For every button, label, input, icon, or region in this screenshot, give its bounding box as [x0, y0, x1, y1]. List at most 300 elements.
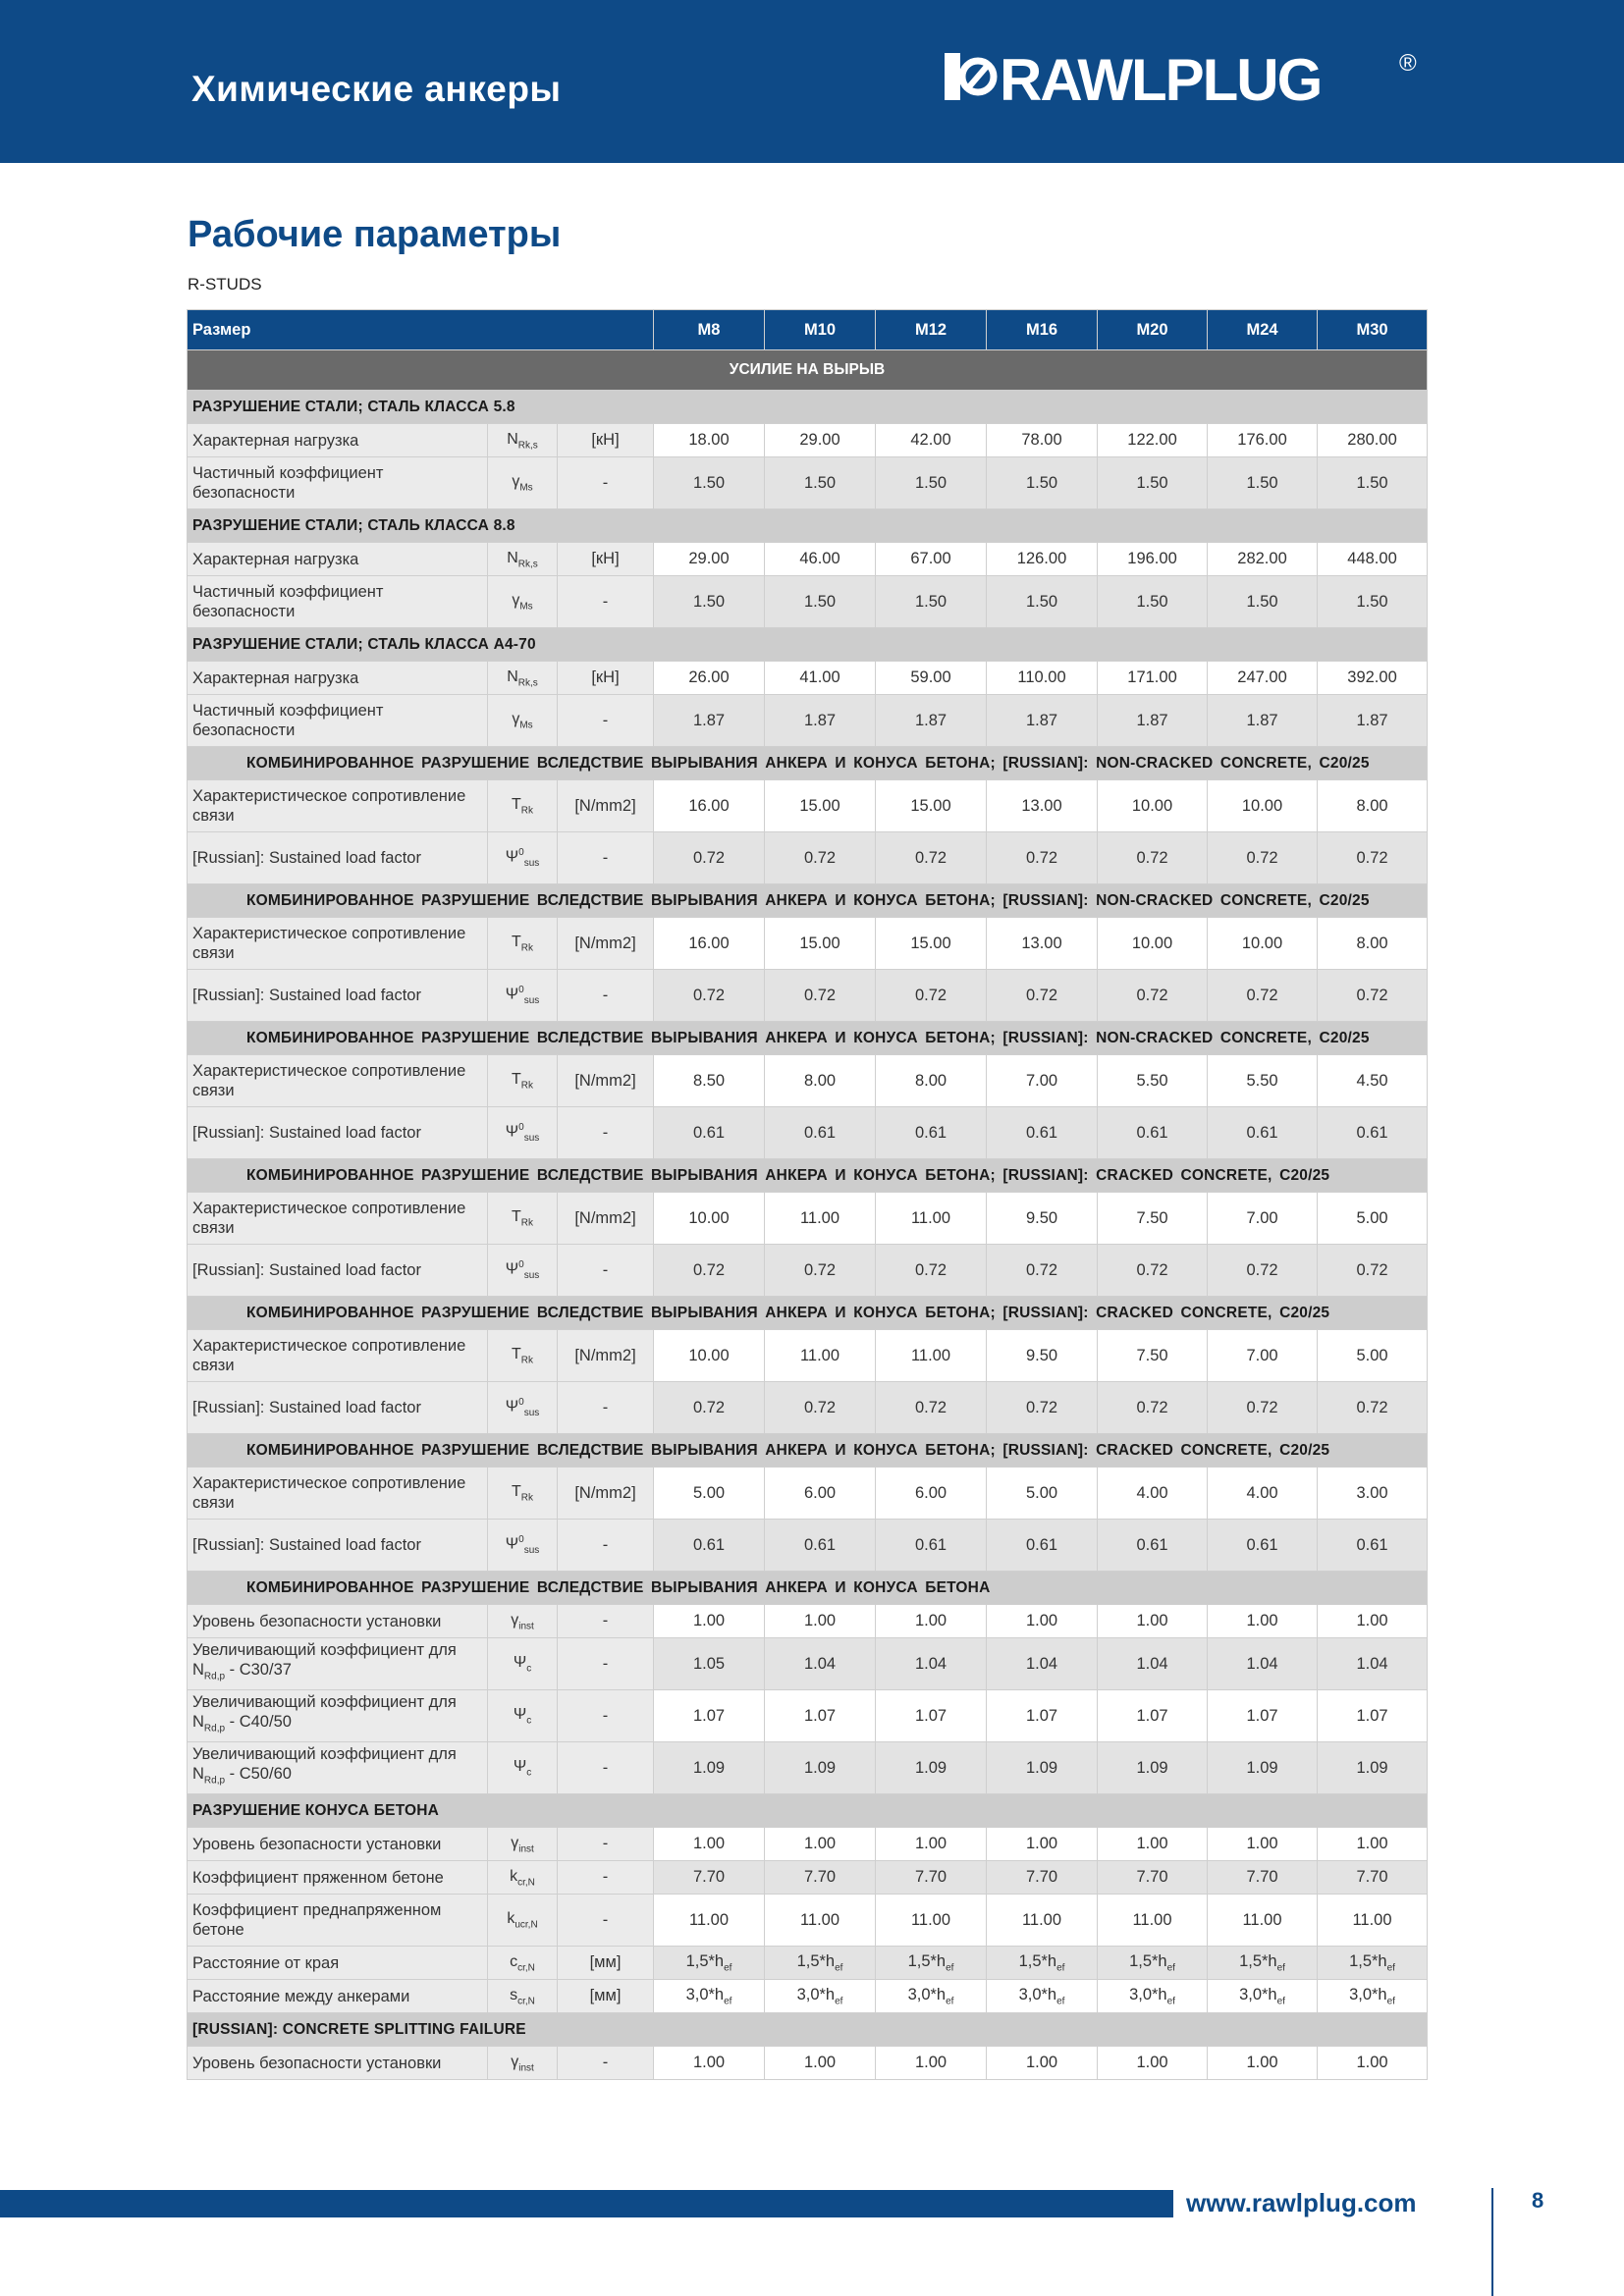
symbol-main: N: [507, 667, 518, 685]
section-row: [188, 1159, 1428, 1193]
value-text: 1.09: [1246, 1758, 1278, 1777]
parameter-symbol: [488, 662, 558, 695]
value-text: 0.72: [1246, 1260, 1278, 1279]
value-text: 15.00: [799, 934, 840, 952]
value-cell: [765, 780, 876, 832]
parameter-name-text: [Russian]: Sustained load factor: [192, 987, 421, 1004]
value-text: 1.00: [1246, 1835, 1278, 1852]
parameter-unit: [мм]: [558, 1947, 654, 1980]
value-cell: [654, 424, 765, 457]
parameter-name: [188, 1638, 488, 1690]
symbol-subscript: Rk,s: [517, 677, 538, 689]
value-text: 126.00: [1016, 550, 1067, 567]
value-text: 3,0*h: [685, 1985, 725, 2003]
section-label: РАЗРУШЕНИЕ СТАЛИ; СТАЛЬ КЛАССА 8.8: [188, 509, 1428, 543]
value-cell: [876, 1055, 987, 1107]
value-cell: [1208, 1468, 1318, 1520]
parameter-name: [188, 1520, 488, 1572]
value-text: 0.72: [803, 1398, 837, 1416]
parameter-name: [188, 1861, 488, 1895]
parameter-symbol: [488, 1742, 558, 1794]
table-row: [188, 1895, 1428, 1947]
value-text: 1.00: [1356, 1835, 1388, 1852]
value-text: 0.61: [1136, 1123, 1168, 1142]
value-text: 1,5*h: [907, 1951, 947, 1970]
table-row: [188, 695, 1428, 747]
value-text: 1.00: [692, 1835, 726, 1852]
value-text: 1.50: [1136, 473, 1168, 492]
value-cell: [1208, 695, 1318, 747]
symbol-main: k: [507, 1910, 515, 1928]
value-text: 0.72: [914, 848, 947, 867]
parameter-name: [188, 1468, 488, 1520]
value-cell: [1208, 1330, 1318, 1382]
value-text: 16.00: [688, 934, 730, 952]
symbol-main: Ψ: [505, 1398, 519, 1415]
value-text: 1.00: [914, 1835, 947, 1852]
value-cell: [1208, 1861, 1318, 1895]
value-text: 15.00: [799, 796, 840, 815]
symbol-superscript: 0: [518, 985, 524, 996]
table-row: [188, 1468, 1428, 1520]
parameter-name-tail: - C40/50: [225, 1713, 292, 1732]
parameter-unit: -: [558, 1107, 654, 1159]
parameter-unit: -: [558, 1382, 654, 1434]
parameter-unit: -: [558, 1895, 654, 1947]
value-subscript: ef: [946, 1962, 954, 1974]
value-subscript: ef: [1166, 1996, 1175, 2007]
parameter-name-text: Частичный коэффициент безопасности: [192, 583, 384, 620]
value-text: 0.72: [1246, 986, 1278, 1004]
section-row: [188, 391, 1428, 424]
value-text: 1.09: [1356, 1758, 1388, 1777]
value-subscript: ef: [946, 1996, 954, 2007]
value-text: 0.72: [914, 1260, 947, 1279]
parameter-unit: -: [558, 1638, 654, 1690]
value-text: 9.50: [1025, 1346, 1058, 1364]
value-subscript: ef: [1276, 1962, 1285, 1974]
value-cell: [876, 1330, 987, 1382]
value-text: 11.00: [910, 1208, 951, 1227]
value-cell: [1208, 1107, 1318, 1159]
value-text: 1.00: [1025, 1612, 1058, 1629]
symbol-main: T: [511, 796, 521, 814]
value-cell: [1098, 543, 1208, 576]
value-cell: [765, 662, 876, 695]
symbol-main: T: [511, 1071, 521, 1089]
footer-band: [0, 2190, 1173, 2217]
value-text: 11.00: [1352, 1910, 1392, 1929]
value-cell: [1208, 1382, 1318, 1434]
value-cell: [1318, 457, 1428, 509]
symbol-subscript: sus: [523, 1407, 540, 1418]
value-text: 11.00: [799, 1346, 840, 1364]
value-text: 1.00: [803, 2054, 837, 2071]
value-cell: [654, 2047, 765, 2080]
table-row: [188, 2047, 1428, 2080]
symbol-main: γ: [512, 711, 520, 728]
parameter-unit: -: [558, 2047, 654, 2080]
value-subscript: ef: [724, 1996, 732, 2007]
value-cell: [765, 1193, 876, 1245]
section-row: [188, 1297, 1428, 1330]
symbol-main: Ψ: [505, 848, 519, 866]
size-header: M30: [1318, 310, 1428, 350]
value-cell: [987, 576, 1098, 628]
section-label: КОМБИНИРОВАННОЕ РАЗРУШЕНИЕ ВСЛЕДСТВИЕ ВЫРЫВАНИЯ АНКЕРА И КОНУСА БЕТОНА; [RUSSIAN]: CRACKED CONCRETE, C20/25: [188, 1297, 1428, 1330]
parameter-unit: -: [558, 1742, 654, 1794]
value-cell: [876, 832, 987, 884]
value-subscript: ef: [1056, 1962, 1065, 1974]
value-cell: [987, 1330, 1098, 1382]
value-text: 1.09: [914, 1758, 947, 1777]
value-subscript: ef: [724, 1962, 732, 1974]
value-cell: [987, 1520, 1098, 1572]
value-text: 1.07: [914, 1706, 947, 1725]
parameter-symbol: [488, 832, 558, 884]
parameter-name-text: Характерная нагрузка: [192, 668, 359, 687]
value-text: 1.04: [803, 1654, 837, 1673]
value-text: 0.72: [692, 1398, 726, 1416]
value-cell: [765, 1895, 876, 1947]
value-subscript: ef: [1056, 1996, 1065, 2007]
value-cell: [1318, 1861, 1428, 1895]
value-text: 1.50: [1356, 592, 1388, 611]
table-row: [188, 1947, 1428, 1980]
value-cell: [765, 457, 876, 509]
value-cell: [1318, 1245, 1428, 1297]
value-text: 7.70: [1356, 1868, 1388, 1886]
parameter-name: [188, 457, 488, 509]
parameter-name-text: Уровень безопасности установки: [192, 2054, 442, 2072]
value-cell: [654, 1638, 765, 1690]
value-cell: [987, 1107, 1098, 1159]
value-text: 7.50: [1136, 1208, 1168, 1227]
parameter-name-text: Уровень безопасности установки: [192, 1612, 442, 1630]
value-cell: [765, 1828, 876, 1861]
table-row: [188, 1330, 1428, 1382]
value-cell: [765, 1861, 876, 1895]
value-cell: [987, 1605, 1098, 1638]
value-subscript: ef: [835, 1996, 843, 2007]
value-cell: [1318, 918, 1428, 970]
value-cell: [1098, 1055, 1208, 1107]
parameter-unit: [кН]: [558, 662, 654, 695]
parameter-name-text: [Russian]: Sustained load factor: [192, 1399, 421, 1416]
value-text: 1.00: [1246, 2054, 1278, 2071]
value-text: 1.07: [1356, 1706, 1388, 1725]
value-cell: [1098, 780, 1208, 832]
section-title: Рабочие параметры: [188, 214, 562, 255]
value-text: 0.61: [803, 1123, 837, 1142]
parameter-name-text: Уровень безопасности установки: [192, 1835, 442, 1853]
parameter-unit: -: [558, 1245, 654, 1297]
size-header-label: Размер: [188, 310, 654, 350]
parameter-name: [188, 1330, 488, 1382]
value-cell: [1318, 1690, 1428, 1742]
value-cell: [1318, 543, 1428, 576]
value-cell: [765, 1382, 876, 1434]
value-cell: [987, 1828, 1098, 1861]
parameter-name: [188, 662, 488, 695]
parameter-symbol: [488, 1980, 558, 2013]
value-cell: [765, 543, 876, 576]
value-cell: [876, 457, 987, 509]
table-row: [188, 970, 1428, 1022]
value-text: 7.70: [914, 1868, 947, 1886]
value-cell: [1208, 1947, 1318, 1980]
value-text: 0.72: [803, 848, 837, 867]
value-cell: [1318, 1330, 1428, 1382]
value-cell: [876, 1520, 987, 1572]
value-cell: [765, 1468, 876, 1520]
value-text: 1.00: [1136, 1612, 1168, 1629]
website-link[interactable]: www.rawlplug.com: [1186, 2188, 1417, 2217]
parameter-unit: -: [558, 832, 654, 884]
parameter-name-text: Характеристическое сопротивление связи: [192, 925, 466, 962]
value-cell: [654, 1605, 765, 1638]
value-cell: [765, 2047, 876, 2080]
value-cell: [1208, 1828, 1318, 1861]
value-text: 1.00: [1246, 1612, 1278, 1629]
symbol-subscript: Rk: [520, 1080, 533, 1092]
value-text: 0.61: [914, 1123, 947, 1142]
value-cell: [1318, 780, 1428, 832]
value-text: 196.00: [1127, 550, 1177, 567]
value-text: 10.00: [688, 1208, 730, 1227]
parameter-name-text: Характерная нагрузка: [192, 431, 359, 450]
symbol-subscript: inst: [518, 1843, 534, 1855]
value-text: 7.70: [692, 1868, 726, 1886]
symbol-subscript: Rk: [520, 1355, 533, 1366]
value-cell: [1208, 1895, 1318, 1947]
table-row: [188, 1980, 1428, 2013]
value-cell: [1098, 1382, 1208, 1434]
parameter-unit: -: [558, 695, 654, 747]
section-row: [188, 884, 1428, 918]
value-text: 0.72: [914, 986, 947, 1004]
symbol-superscript: 0: [518, 1122, 524, 1134]
value-cell: [654, 695, 765, 747]
value-text: 11.00: [688, 1910, 730, 1929]
value-text: 3,0*h: [1018, 1985, 1057, 2003]
symbol-main: γ: [512, 592, 520, 610]
value-cell: [987, 918, 1098, 970]
value-cell: [1318, 662, 1428, 695]
value-cell: [1098, 695, 1208, 747]
symbol-main: c: [510, 1952, 518, 1970]
value-text: 7.70: [1246, 1868, 1278, 1886]
parameter-symbol: [488, 1947, 558, 1980]
parameter-symbol: [488, 1895, 558, 1947]
parameter-symbol: [488, 1468, 558, 1520]
value-subscript: ef: [1386, 1962, 1395, 1974]
symbol-subscript: sus: [523, 1544, 540, 1556]
value-cell: [1098, 1861, 1208, 1895]
value-text: 1.07: [1136, 1706, 1168, 1725]
value-cell: [654, 1742, 765, 1794]
value-text: 1.00: [803, 1612, 837, 1629]
value-cell: [987, 1382, 1098, 1434]
value-cell: [765, 424, 876, 457]
value-cell: [1098, 1107, 1208, 1159]
parameter-name: [188, 970, 488, 1022]
size-header: M16: [987, 310, 1098, 350]
value-cell: [876, 1605, 987, 1638]
value-cell: [1208, 832, 1318, 884]
value-text: 0.61: [692, 1535, 726, 1554]
value-text: 7.00: [1246, 1208, 1278, 1227]
value-text: 0.72: [1136, 986, 1168, 1004]
value-text: 8.00: [914, 1071, 947, 1090]
value-cell: [1208, 543, 1318, 576]
value-text: 42.00: [910, 431, 951, 449]
symbol-subscript: Rk: [520, 1492, 533, 1504]
parameter-name-text: Увеличивающий коэффициент для N: [192, 1745, 457, 1784]
parameter-unit: [N/mm2]: [558, 1193, 654, 1245]
section-label: КОМБИНИРОВАННОЕ РАЗРУШЕНИЕ ВСЛЕДСТВИЕ ВЫРЫВАНИЯ АНКЕРА И КОНУСА БЕТОНА; [RUSSIAN]: NON-CRACKED CONCRETE, C20/25: [188, 747, 1428, 780]
table-row: [188, 1742, 1428, 1794]
value-text: 1.04: [1136, 1654, 1168, 1673]
parameter-symbol: [488, 457, 558, 509]
value-text: 0.72: [1136, 1260, 1168, 1279]
value-text: 5.00: [692, 1483, 726, 1502]
parameter-unit: -: [558, 1520, 654, 1572]
header-band: [0, 0, 1624, 163]
value-text: 1.04: [1246, 1654, 1278, 1673]
value-cell: [654, 1107, 765, 1159]
value-text: 0.61: [1025, 1535, 1058, 1554]
parameter-unit: -: [558, 1861, 654, 1895]
value-cell: [1098, 424, 1208, 457]
value-text: 10.00: [688, 1346, 730, 1364]
value-text: 4.50: [1356, 1071, 1388, 1090]
value-cell: [876, 662, 987, 695]
value-cell: [1208, 1638, 1318, 1690]
symbol-subscript: cr,N: [517, 1877, 535, 1889]
symbol-superscript: 0: [518, 847, 524, 859]
value-cell: [876, 780, 987, 832]
value-cell: [1098, 1193, 1208, 1245]
parameter-symbol: [488, 1861, 558, 1895]
value-cell: [876, 1193, 987, 1245]
table-row: [188, 1055, 1428, 1107]
symbol-subscript: cr,N: [517, 1962, 535, 1974]
value-text: 11.00: [910, 1910, 951, 1929]
section-label: РАЗРУШЕНИЕ СТАЛИ; СТАЛЬ КЛАССА А4-70: [188, 628, 1428, 662]
value-text: 0.72: [1025, 1260, 1058, 1279]
footer-divider: [1491, 2188, 1493, 2296]
value-text: 0.72: [803, 986, 837, 1004]
value-text: 0.61: [1356, 1123, 1388, 1142]
parameter-name: [188, 1895, 488, 1947]
value-cell: [654, 918, 765, 970]
section-label: КОМБИНИРОВАННОЕ РАЗРУШЕНИЕ ВСЛЕДСТВИЕ ВЫРЫВАНИЯ АНКЕРА И КОНУСА БЕТОНА; [RUSSIAN]: NON-CRACKED CONCRETE, C20/25: [188, 1022, 1428, 1055]
value-text: 0.61: [1356, 1535, 1388, 1554]
value-text: 171.00: [1127, 668, 1177, 686]
value-cell: [1318, 1947, 1428, 1980]
parameter-name-text: Коэффициент пряженном бетоне: [192, 1868, 444, 1887]
value-cell: [1208, 1520, 1318, 1572]
parameter-symbol: [488, 576, 558, 628]
value-cell: [987, 1980, 1098, 2013]
value-text: 1.50: [1246, 473, 1278, 492]
parameter-name-text: Увеличивающий коэффициент для N: [192, 1693, 457, 1732]
page-number: 8: [1532, 2188, 1544, 2213]
parameter-symbol: [488, 970, 558, 1022]
value-text: 282.00: [1237, 550, 1287, 567]
value-cell: [1318, 1828, 1428, 1861]
value-cell: [1208, 1245, 1318, 1297]
value-cell: [1098, 576, 1208, 628]
product-subtitle: R-STUDS: [188, 275, 262, 294]
value-text: 0.72: [1356, 1260, 1388, 1279]
value-cell: [1208, 1605, 1318, 1638]
table-row: [188, 1605, 1428, 1638]
value-cell: [765, 1520, 876, 1572]
value-cell: [876, 695, 987, 747]
parameter-name: [188, 832, 488, 884]
value-cell: [876, 1980, 987, 2013]
value-text: 1.00: [803, 1835, 837, 1852]
value-cell: [765, 695, 876, 747]
value-text: 1.00: [692, 2054, 726, 2071]
value-cell: [654, 1690, 765, 1742]
value-text: 1.00: [1136, 2054, 1168, 2071]
value-text: 0.61: [692, 1123, 726, 1142]
value-cell: [1318, 1895, 1428, 1947]
parameter-name-text: [Russian]: Sustained load factor: [192, 1124, 421, 1142]
value-text: 1.87: [1136, 711, 1168, 729]
value-cell: [987, 662, 1098, 695]
parameter-unit: [кН]: [558, 543, 654, 576]
tension-band-label: УСИЛИЕ НА ВЫРЫВ: [188, 350, 1428, 391]
value-text: 1.50: [803, 473, 837, 492]
value-cell: [987, 1468, 1098, 1520]
symbol-subscript: Rk: [520, 942, 533, 954]
value-text: 3,0*h: [907, 1985, 947, 2003]
value-cell: [1318, 695, 1428, 747]
section-row: [188, 747, 1428, 780]
table-row: [188, 1107, 1428, 1159]
table-row: [188, 1638, 1428, 1690]
value-text: 5.50: [1246, 1071, 1278, 1090]
table-row: [188, 662, 1428, 695]
value-text: 1.00: [692, 1612, 726, 1629]
value-cell: [765, 576, 876, 628]
value-cell: [1318, 1605, 1428, 1638]
parameter-unit: [N/mm2]: [558, 1330, 654, 1382]
value-cell: [876, 918, 987, 970]
value-text: 1.00: [914, 2054, 947, 2071]
value-text: 1.07: [1246, 1706, 1278, 1725]
value-text: 3.00: [1356, 1483, 1388, 1502]
value-cell: [1318, 1107, 1428, 1159]
value-cell: [1208, 1980, 1318, 2013]
section-label: РАЗРУШЕНИЕ СТАЛИ; СТАЛЬ КЛАССА 5.8: [188, 391, 1428, 424]
value-cell: [1208, 662, 1318, 695]
value-text: 0.61: [1246, 1123, 1278, 1142]
value-cell: [1098, 457, 1208, 509]
symbol-subscript: inst: [518, 2062, 534, 2074]
value-cell: [876, 1895, 987, 1947]
symbol-main: γ: [511, 2053, 519, 2070]
value-text: 1.04: [1356, 1654, 1388, 1673]
value-text: 122.00: [1127, 431, 1177, 449]
value-text: 392.00: [1347, 668, 1397, 686]
value-cell: [876, 1742, 987, 1794]
value-cell: [1208, 1742, 1318, 1794]
